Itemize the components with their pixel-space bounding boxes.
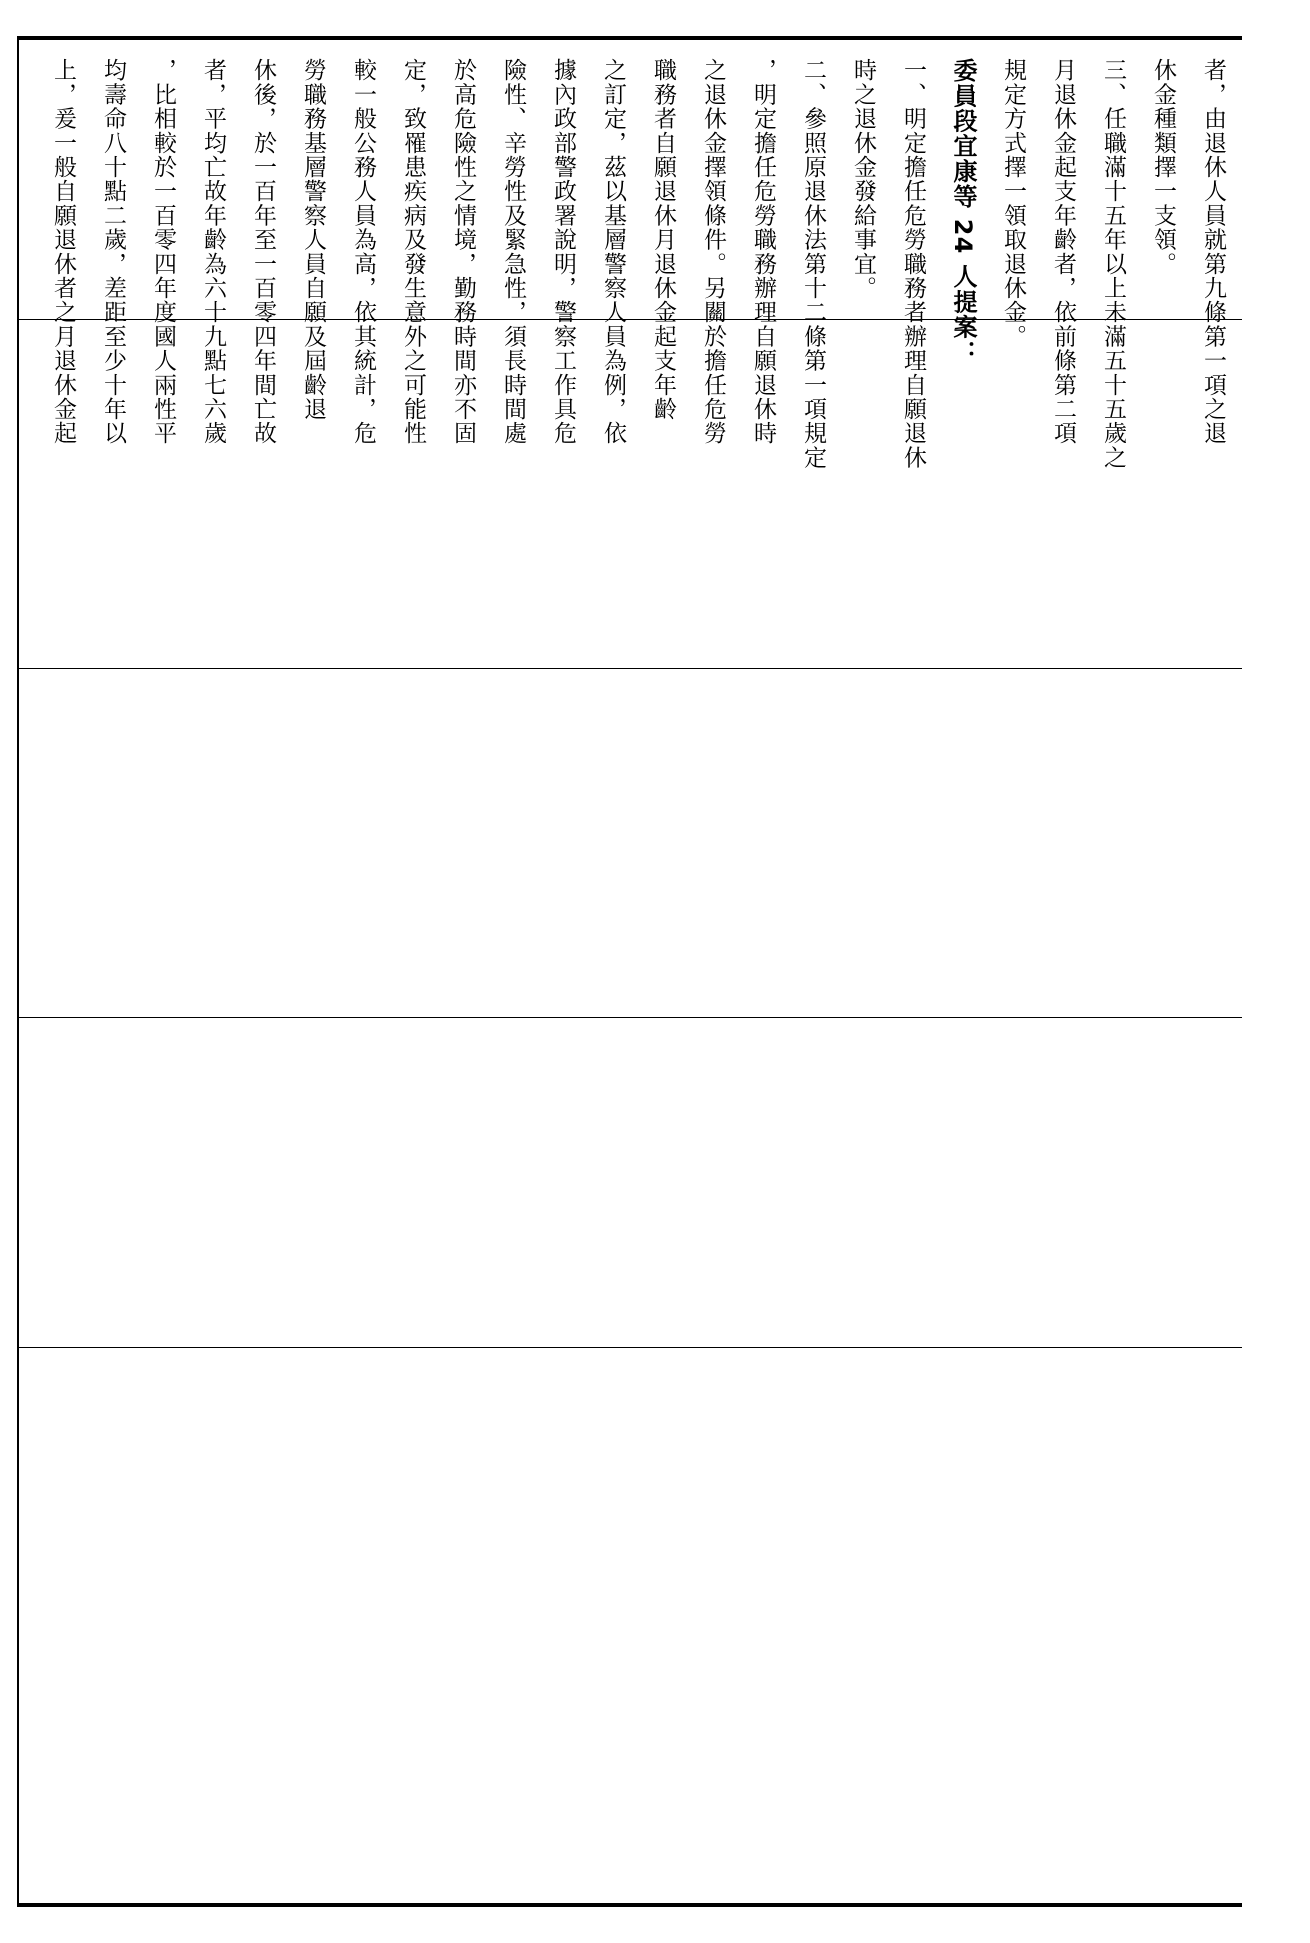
text-column: ，比相較於一百零四年度國人兩性平	[150, 58, 176, 446]
text-column: 職務者自願退休月退休金起支年齡	[650, 58, 676, 421]
text-column: 於高危險性之情境，勤務時間亦不固	[450, 58, 476, 446]
text-column: 據內政部警政署說明，警察工作具危	[550, 58, 576, 446]
text-column: 三、任職滿十五年以上未滿五十五歲之	[1100, 58, 1126, 470]
text-column: 較一般公務人員為高，依其統計，危	[350, 58, 376, 446]
text-column: 休金種類擇一支領。	[1150, 58, 1176, 276]
text-column: 上，爰一般自願退休者之月退休金起	[50, 58, 76, 446]
text-column: 之退休金擇領條件。另關於擔任危勞	[700, 58, 726, 446]
text-column: 之訂定，茲以基層警察人員為例，依	[600, 58, 626, 446]
row-divider	[19, 319, 1242, 320]
text-column: ，明定擔任危勞職務辦理自願退休時	[750, 58, 776, 446]
text-column: 均壽命八十點二歲，差距至少十年以	[100, 58, 126, 446]
text-cell	[19, 40, 1242, 470]
row-divider	[19, 1347, 1242, 1348]
text-column: 時之退休金發給事宜。	[850, 58, 876, 300]
proposal-heading: 委員段宜康等 24 人提案：	[949, 58, 977, 365]
text-column: 者，平均亡故年齡為六十九點七六歲	[200, 58, 226, 446]
row-divider	[19, 1017, 1242, 1018]
text-column: 月退休金起支年齡者，依前條第二項	[1050, 58, 1076, 446]
row-divider	[19, 668, 1242, 669]
text-column: 一、明定擔任危勞職務者辦理自願退休	[900, 58, 926, 470]
text-column: 二、參照原退休法第十二條第一項規定	[800, 58, 826, 470]
document-table	[17, 36, 1242, 1907]
text-column: 定，致罹患疾病及發生意外之可能性	[400, 58, 426, 446]
text-column: 者，由退休人員就第九條第一項之退	[1200, 58, 1226, 446]
text-column: 勞職務基層警察人員自願及屆齡退	[300, 58, 326, 421]
text-column: 規定方式擇一領取退休金。	[1000, 58, 1026, 349]
text-column: 險性、辛勞性及緊急性，須長時間處	[500, 58, 526, 446]
text-column: 休後，於一百年至一百零四年間亡故	[250, 58, 276, 446]
